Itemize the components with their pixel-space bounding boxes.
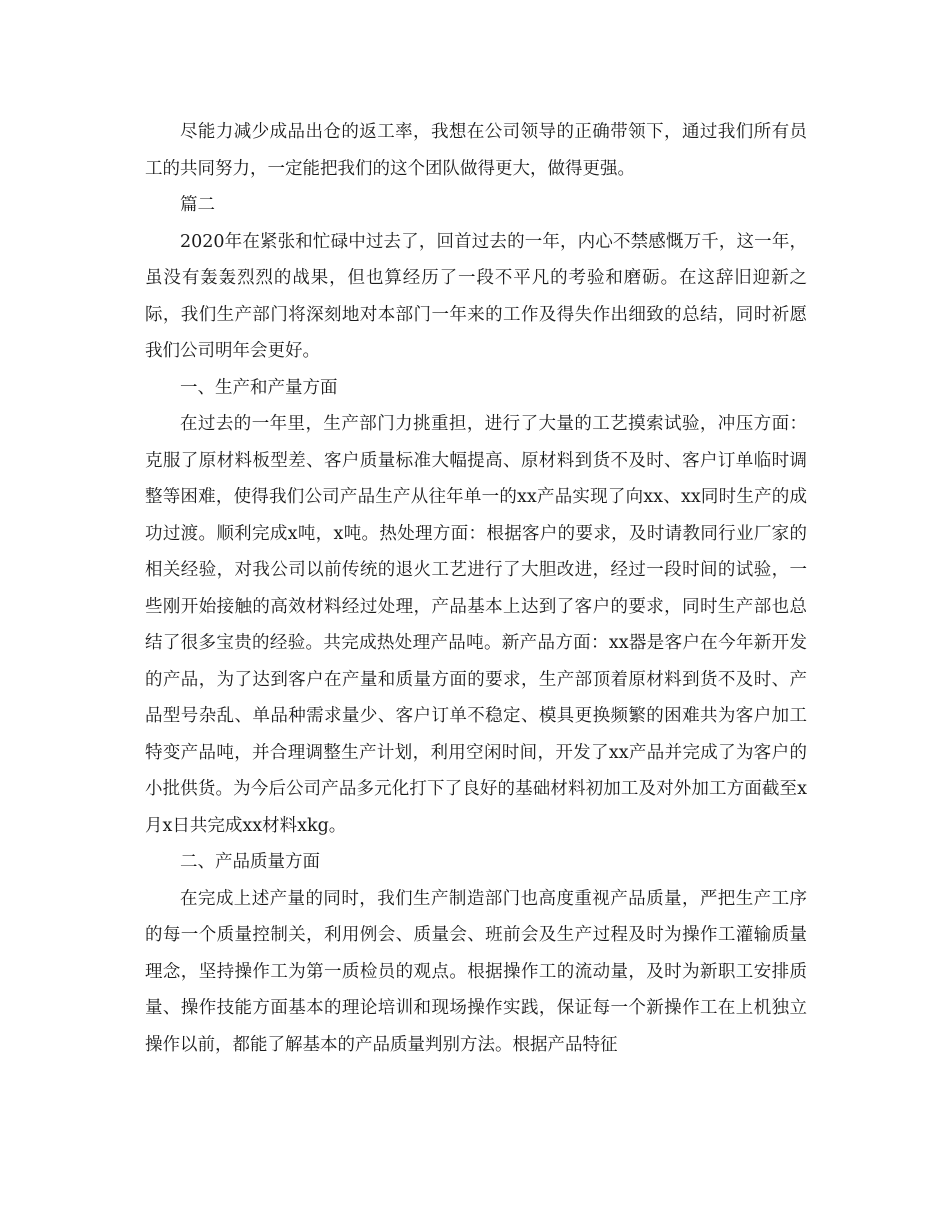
section-heading-part-two: 篇二: [180, 195, 215, 215]
paragraph-production: 在过去的一年里，生产部门力挑重担，进行了大量的工艺摸索试验，冲压方面：克服了原材料板型差、客户质量标准大幅提高、原材料到货不及时、客户订单临时调整等困难，使得我们公司产品生产从往年单一的xx产品实现了向xx、xx同时生产的成功过渡。顺利完成x吨，x吨。热处理方面：根据客户的要求，及时请教同行业厂家的相关经验，对我公司以前传统的退火工艺进行了大胆改进，经过一段时间的试验，一些刚开始接触的高效材料经过处理，产品基本上达到了客户的要求，同时生产部也总结了很多宝贵的经验。共完成热处理产品吨。新产品方面：xx器是客户在今年新开发的产品，为了达到客户在产量和质量方面的要求，生产部顶着原材料到货不及时、产品型号杂乱、单品种需求量少、客户订单不稳定、模具更换频繁的困难共为客户加工特变产品吨，并合理调整生产计划，利用空闲时间，开发了xx产品并完成了为客户的小批供货。为今后公司产品多元化打下了良好的基础材料初加工及对外加工方面截至x月x日共完成xx材料xkg。: [145, 414, 807, 836]
paragraph-quality: 在完成上述产量的同时，我们生产制造部门也高度重视产品质量，严把生产工序的每一个质量控制关，利用例会、质量会、班前会及生产过程及时为操作工灌输质量理念，坚持操作工为第一质检员的观点。根据操作工的流动量，及时为新职工安排质量、操作技能方面基本的理论培训和现场操作实践，保证每一个新操作工在上机独立操作以前，都能了解基本的产品质量判别方法。根据产品特征: [145, 888, 807, 1055]
section-heading-production: 一、生产和产量方面: [180, 377, 338, 398]
paragraph-intro: 2020年在紧张和忙碌中过去了，回首过去的一年，内心不禁感慨万千，这一年，虽没有轰轰烈烈的战果，但也算经历了一段不平凡的考验和磨砺。在这辞旧迎新之际，我们生产部门将深刻地对本部门一年来的工作及得失作出细致的总结，同时祈愿我们公司明年会更好。: [145, 231, 807, 361]
section-heading-quality: 二、产品质量方面: [180, 852, 320, 872]
document-page: [145, 114, 807, 1063]
paragraph-closing: 尽能力减少成品出仓的返工率，我想在公司领导的正确带领下，通过我们所有员工的共同努力，一定能把我们的这个团队做得更大，做得更强。: [145, 122, 807, 179]
